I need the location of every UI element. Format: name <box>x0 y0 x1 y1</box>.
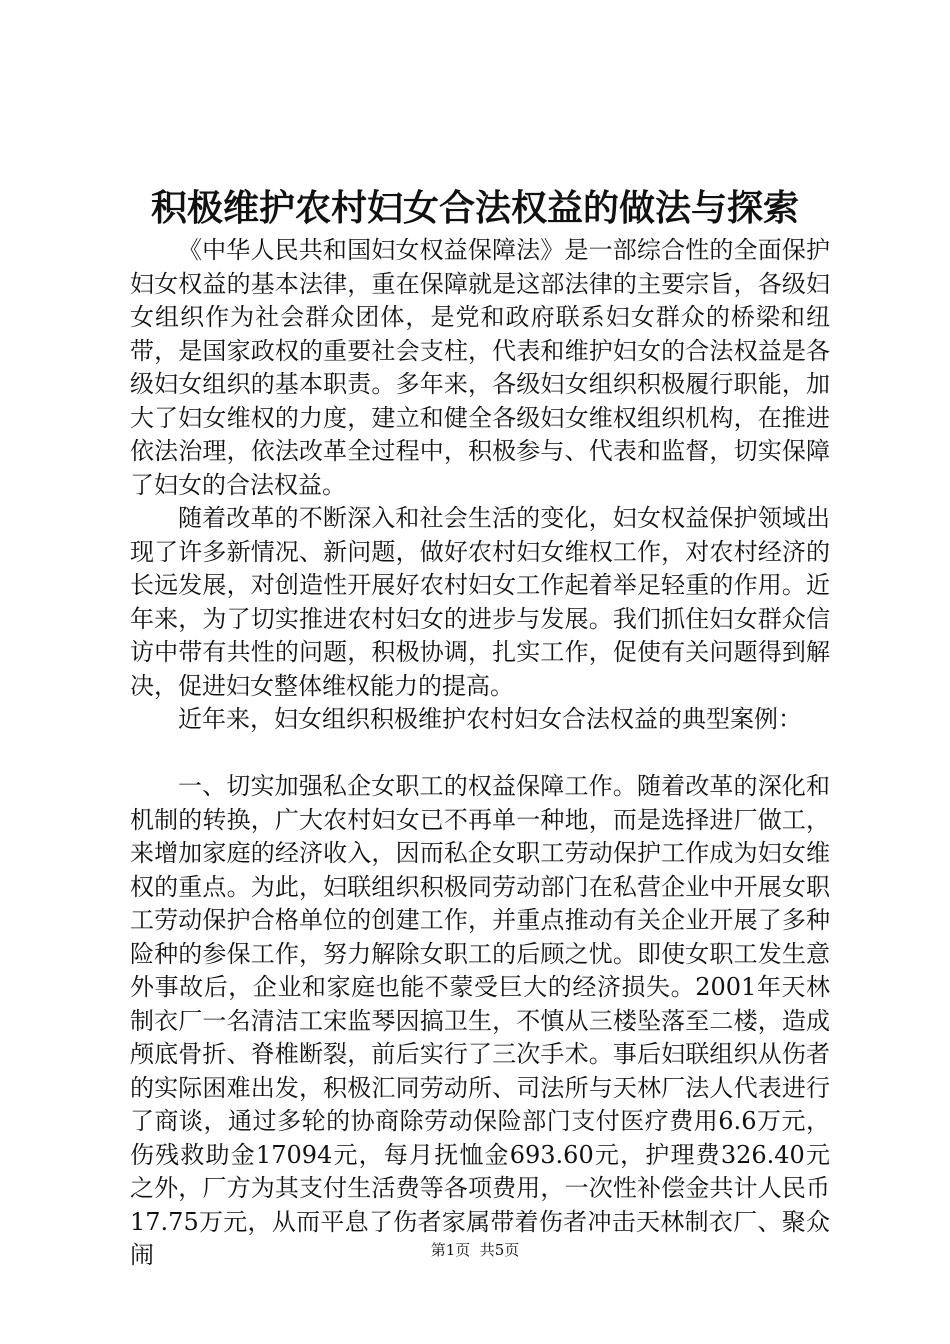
page-number-footer: 第1页 共5页 <box>430 1241 520 1259</box>
document-title: 积极维护农村妇女合法权益的做法与探索 <box>150 187 799 229</box>
paragraph-intro: 《中华人民共和国妇女权益保障法》是一部综合性的全面保护妇女权益的基本法律，重在保障就是这部法律的主要宗旨，各级妇女组织作为社会群众团体，是党和政府联系妇女群众的桥梁和纽带，是国家政权的重要社会支柱，代表和维护妇女的合法权益是各级妇女组织的基本职责。多年来，各级妇女组织积极履行职能，加大了妇女维权的力度，建立和健全各级妇女维权组织机构，在推进依法治理，依法改革全过程中，积极参与、代表和监督，切实保障了妇女的合法权益。 <box>130 236 830 499</box>
document-body <box>130 234 830 1273</box>
paragraph-case-one: 一、切实加强私企女职工的权益保障工作。随着改革的深化和机制的转换，广大农村妇女已不再单一种地，而是选择进厂做工，来增加家庭的经济收入，因而私企女职工劳动保护工作成为妇女维权的重点。为此，妇联组织积极同劳动部门在私营企业中开展女职工劳动保护合格单位的创建工作，并重点推动有关企业开展了多种险种的参保工作，努力解除女职工的后顾之忧。即使女职工发生意外事故后，企业和家庭也能不蒙受巨大的经济损失。2001年天林制衣厂一名清洁工宋监琴因搞卫生，不慎从三楼坠落至二楼，造成颅底骨折、脊椎断裂，前后实行了三次手术。事后妇联组织从伤者的实际困难出发，积极汇同劳动所、司法所与天林厂法人代表进行了商谈，通过多轮的协商除劳动保险部门支付医疗费用6.6万元，伤残救助金17094元，每月抚恤金693.60元，护理费326.40元之外，厂方为其支付生活费等各项费用，一次性补偿金共计人民币17.75万元，从而平息了伤者家属带着伤者冲击天林制衣厂、聚众闹 <box>130 772 830 1269</box>
paragraph-background: 随着改革的不断深入和社会生活的变化，妇女权益保护领域出现了许多新情况、新问题，做好农村妇女维权工作，对农村经济的长远发展，对创造性开展好农村妇女工作起着举足轻重的作用。近年来，为了切实推进农村妇女的进步与发展。我们抓住妇女群众信访中带有共性的问题，积极协调，扎实工作，促使有关问题得到解决，促进妇女整体维权能力的提高。 <box>130 504 830 700</box>
paragraph-cases-heading: 近年来，妇女组织积极维护农村妇女合法权益的典型案例： <box>178 705 802 733</box>
paragraph-spacer <box>130 737 830 771</box>
